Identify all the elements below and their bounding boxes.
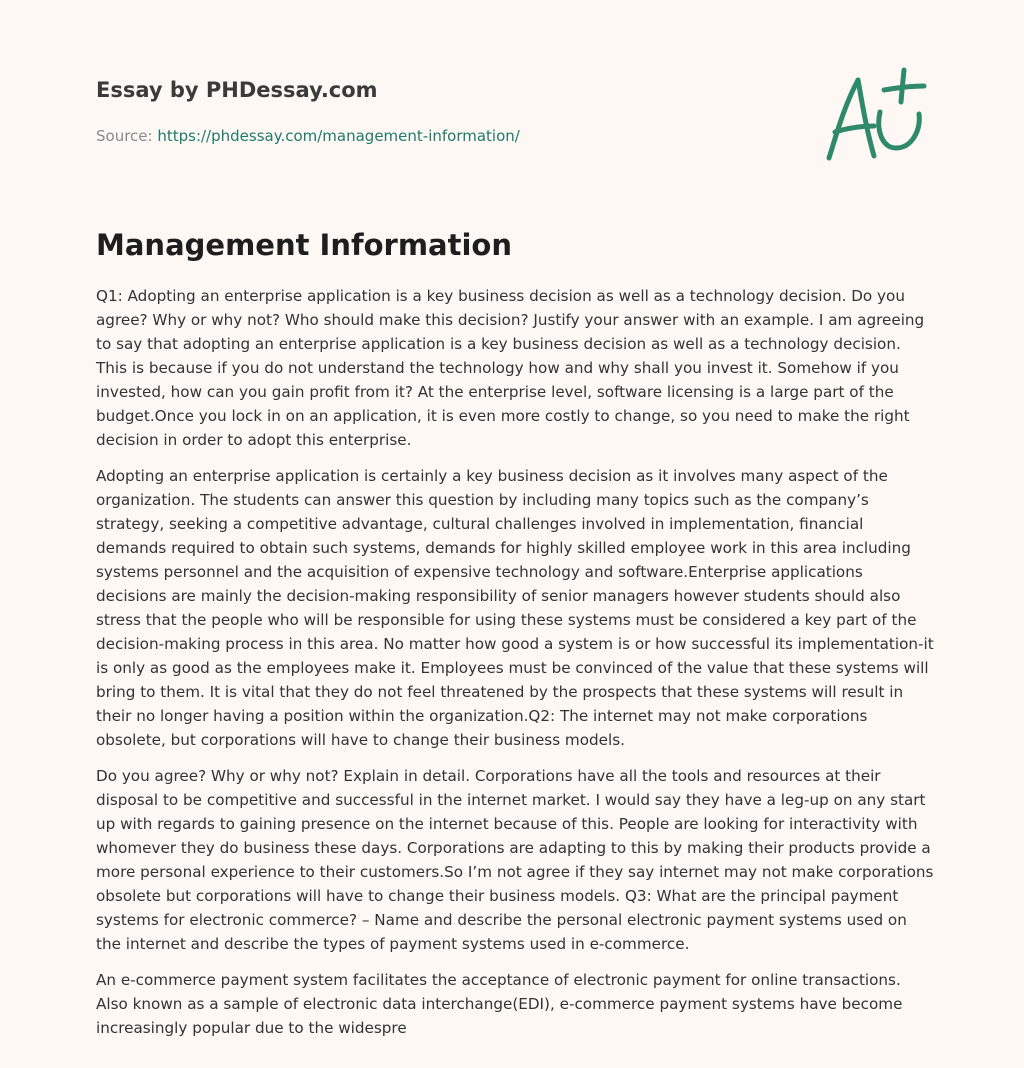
site-title: Essay by PHDessay.com bbox=[96, 78, 378, 102]
essay-paragraph: Adopting an enterprise application is certainly a key business decision as it involves many aspect of the organization. The students can answer this question by including many topics such as the company’s strategy, seeking a competitive advantage, cultural challenges involved in implementation, financial demands required to obtain such systems, demands for highly skilled employee work in this area including systems personnel and the acquisition of expensive technology and software.Enterprise applications decisions are mainly the decision-making responsibility of senior managers however students should also stress that the people who will be responsible for using these systems must be considered a key part of the decision-making process in this area. No matter how good a system is or how successful its implementation-it is only as good as the employees make it. Employees must be convinced of the value that these systems will bring to them. It is vital that they do not feel threatened by the prospects that these systems will result in their no longer having a position within the organization.Q2: The internet may not make corporations obsolete, but corporations will have to change their business models. bbox=[96, 467, 934, 749]
essay-title: Management Information bbox=[96, 228, 512, 262]
source-line bbox=[96, 126, 716, 146]
page-header bbox=[96, 76, 716, 146]
source-link[interactable]: https://phdessay.com/management-information/ bbox=[157, 127, 520, 145]
a-plus-logo-icon bbox=[822, 66, 928, 166]
essay-paragraph: Do you agree? Why or why not? Explain in detail. Corporations have all the tools and resources at their disposal to be competitive and successful in the internet market. I would say they have a leg-up on any start up with regards to gaining presence on the internet because of this. People are looking for interactivity with whomever they do business these days. Corporations are adapting to this by making their products provide a more personal experience to their customers.So I’m not agree if they say internet may not make corporations obsolete but corporations will have to change their business models. Q3: What are the principal payment systems for electronic commerce? – Name and describe the personal electronic payment systems used on the internet and describe the types of payment systems used in e-commerce. bbox=[96, 767, 934, 953]
essay-paragraph: An e-commerce payment system facilitates the acceptance of electronic payment for online transactions. Also known as a sample of electronic data interchange(EDI), e-commerce payment systems have become increasingly popular due to the widespre bbox=[96, 971, 903, 1037]
essay-body bbox=[96, 284, 934, 1052]
essay-paragraph: Q1: Adopting an enterprise application is a key business decision as well as a technology decision. Do you agree? Why or why not? Who should make this decision? Justify your answer with an example. I am agreeing to say that adopting an enterprise application is a key business decision as well as a technology decision. This is because if you do not understand the technology how and why shall you invest it. Somehow if you invested, how can you gain profit from it? At the enterprise level, software licensing is a large part of the budget.Once you lock in on an application, it is even more costly to change, so you need to make the right decision in order to adopt this enterprise. bbox=[96, 287, 925, 449]
source-label: Source: bbox=[96, 127, 158, 145]
